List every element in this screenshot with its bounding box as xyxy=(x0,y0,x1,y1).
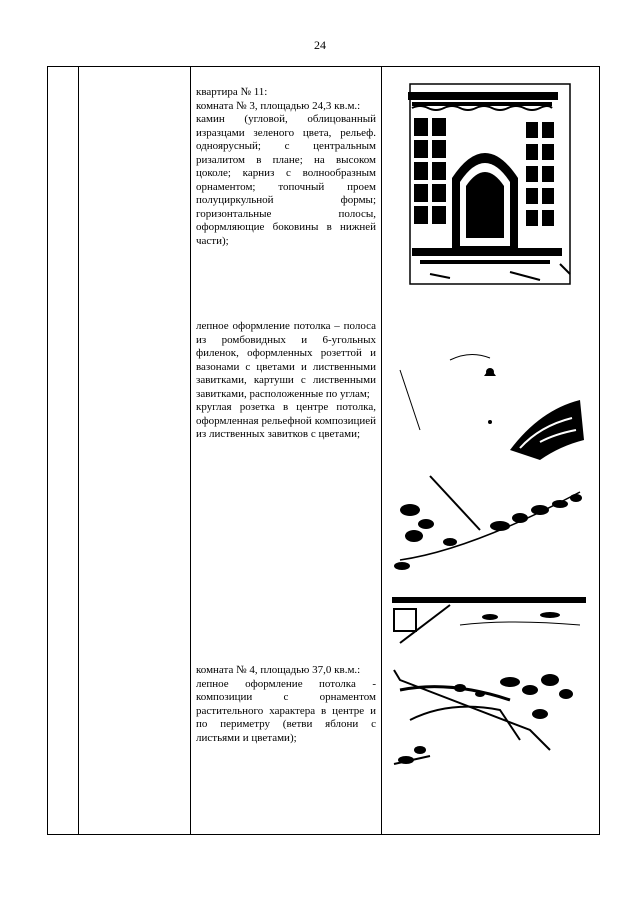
column-divider-1 xyxy=(78,67,79,834)
fireplace-photo xyxy=(390,78,588,292)
apartment-block xyxy=(196,86,376,248)
room4-block xyxy=(196,664,376,745)
cornice-photo xyxy=(390,595,588,647)
column-divider-2 xyxy=(190,67,191,834)
page-number: 24 xyxy=(314,38,326,52)
rosette-description: круглая розетка в центре потолка, оформленная рельефной композицией из лиственных завитков с цветами; xyxy=(196,401,376,440)
room4-heading: комната № 4, площадью 37,0 кв.м.: xyxy=(196,664,361,676)
room4-description: лепное оформление потолка - композиции с орнаментом растительного характера в центре и по периметру (ветви яблони с листьями и цветами); xyxy=(196,677,376,744)
room-heading: комната № 3, площадью 24,3 кв.м.: xyxy=(196,99,361,112)
apartment-heading: квартира № 11: xyxy=(196,86,268,98)
ceiling-photo xyxy=(390,330,588,464)
column-divider-3 xyxy=(381,67,382,834)
ceiling-block xyxy=(196,320,376,442)
ceiling-description: лепное оформление потолка – полоса из ромбовидных и 6-угольных филенок, оформленных розеттой и вазонами с цветами и лиственными завитками, картуши с лиственными завитками, расположенные по углам; xyxy=(196,320,376,400)
fireplace-description: камин (угловой, облицованный изразцами зеленого цвета, рельеф. одноярусный; с центральным ризалитом в плане; на высоком цоколе; карниз с волнообразным орнаментом; топочный проем полуциркульной формы; горизонтальные полосы, оформляющие боковины в нижней части); xyxy=(196,113,376,247)
room4-ceiling-photo xyxy=(390,660,588,770)
rosette-photo xyxy=(390,470,588,574)
